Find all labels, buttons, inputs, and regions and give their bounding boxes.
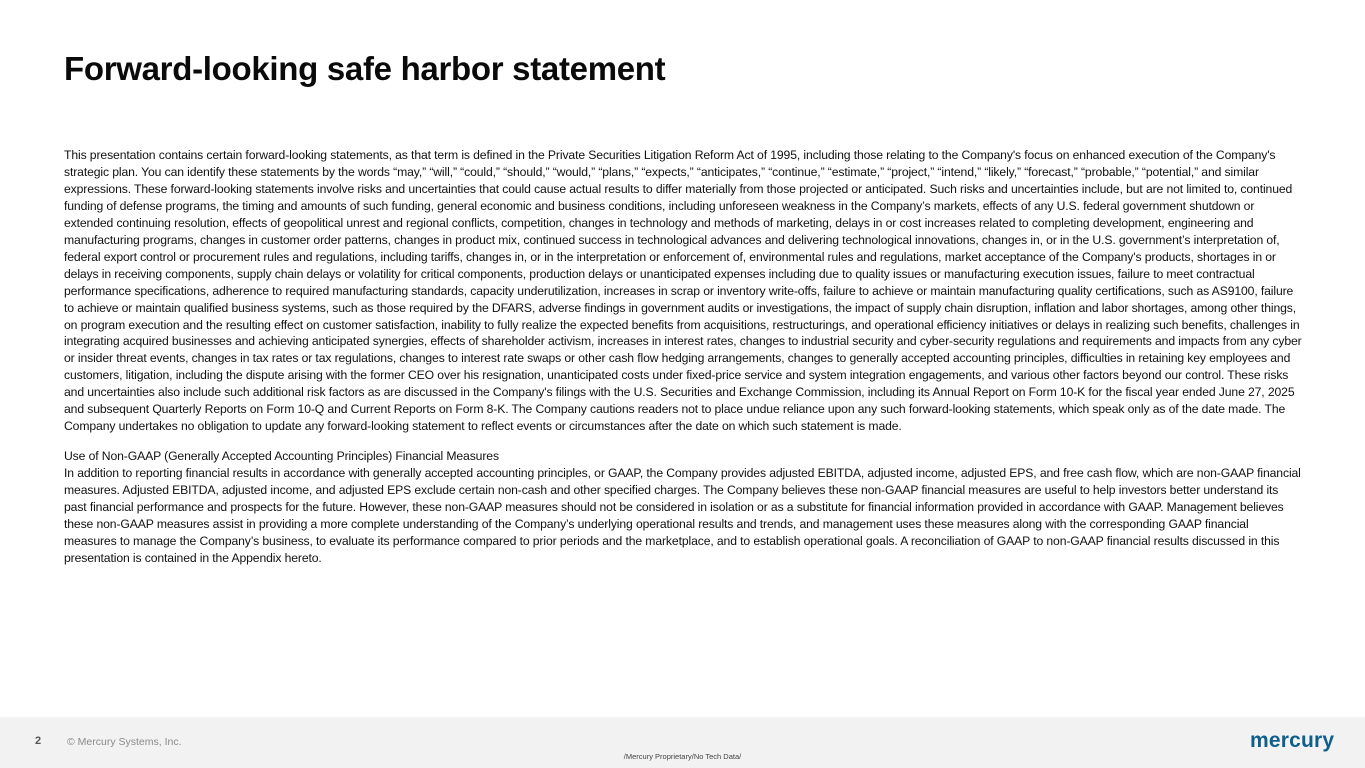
slide-title: Forward-looking safe harbor statement bbox=[64, 50, 666, 87]
classification-marking: /Mercury Proprietary/No Tech Data/ bbox=[623, 752, 742, 761]
slide-body bbox=[64, 147, 1304, 567]
slide-footer bbox=[0, 717, 1365, 768]
mercury-logo-text: mercury bbox=[1250, 729, 1335, 752]
safe-harbor-paragraph: This presentation contains certain forward-looking statements, as that term is defined in the Private Securities Litigation Reform Act of 1995, including those relating to the Company's focus on enhanced execution of the Company's strategic plan. You can identify these statements by the words “may,” “will,” “could,” “should,” “would,” “plans,” “expects,” “anticipates,” “continue,” “estimate,” “project,” “intend,” “likely,” “forecast,” “probable,” “potential,” and similar expressions. These forward-looking statements involve risks and uncertainties that could cause actual results to differ materially from those projected or anticipated. Such risks and uncertainties include, but are not limited to, continued funding of defense programs, the timing and amounts of such funding, general economic and business conditions, including unforeseen weakness in the Company’s markets, effects of any U.S. federal government shutdown or extended continuing resolution, effects of geopolitical unrest and regional conflicts, competition, changes in technology and methods of marketing, delays in or cost increases related to completing development, engineering and manufacturing programs, changes in customer order patterns, changes in product mix, continued success in technological advances and delivering technological innovations, changes in, or in the U.S. government’s interpretation of, federal export control or procurement rules and regulations, including tariffs, changes in, or in the interpretation or enforcement of, environmental rules and regulations, market acceptance of the Company's products, shortages in or delays in receiving components, supply chain delays or volatility for critical components, production delays or unanticipated expenses including due to quality issues or manufacturing execution issues, failure to meet contractual performance specifications, adherence to required manufacturing standards, capacity underutilization, increases in scrap or inventory write-offs, failure to achieve or maintain manufacturing quality certifications, such as AS9100, failure to achieve or maintain qualified business systems, such as those required by the DFARS, adverse findings in government audits or investigations, the impact of supply chain disruption, inflation and labor shortages, among other things, on program execution and the resulting effect on customer satisfaction, inability to fully realize the expected benefits from acquisitions, restructurings, and operational efficiency initiatives or delays in realizing such benefits, challenges in integrating acquired businesses and achieving anticipated synergies, effects of shareholder activism, increases in interest rates, changes to industrial security and cyber-security regulations and requirements and impacts from any cyber or insider threat events, changes in tax rates or tax regulations, changes to interest rate swaps or other cash flow hedging arrangements, changes to generally accepted accounting principles, difficulties in retaining key employees and customers, litigation, including the dispute arising with the former CEO over his resignation, unanticipated costs under fixed-price service and system integration engagements, and various other factors beyond our control. These risks and uncertainties also include such additional risk factors as are discussed in the Company's filings with the U.S. Securities and Exchange Commission, including its Annual Report on Form 10-K for the fiscal year ended June 27, 2025 and subsequent Quarterly Reports on Form 10-Q and Current Reports on Form 8-K. The Company cautions readers not to place undue reliance upon any such forward-looking statements, which speak only as of the date made. The Company undertakes no obligation to update any forward-looking statement to reflect events or circumstances after the date on which such statement is made. bbox=[64, 148, 1302, 434]
paragraph-spacer bbox=[64, 435, 1304, 448]
non-gaap-subheading: Use of Non-GAAP (Generally Accepted Accounting Principles) Financial Measures bbox=[64, 449, 499, 464]
page-number: 2 bbox=[35, 735, 42, 747]
non-gaap-paragraph: In addition to reporting financial results in accordance with generally accepted accounting principles, or GAAP, the Company provides adjusted EBITDA, adjusted income, adjusted EPS, and free cash flow, which are non-GAAP financial measures. Adjusted EBITDA, adjusted income, and adjusted EPS exclude certain non-cash and other specified charges. The Company believes these non-GAAP financial measures are useful to help investors better understand its past financial performance and prospects for the future. However, these non-GAAP measures should not be considered in isolation or as a substitute for financial information provided in accordance with GAAP. Management believes these non-GAAP measures assist in providing a more complete understanding of the Company’s underlying operational results and trends, and management uses these measures along with the corresponding GAAP financial measures to manage the Company’s business, to evaluate its performance compared to prior periods and the marketplace, and to establish operational goals. A reconciliation of GAAP to non-GAAP financial results discussed in this presentation is contained in the Appendix hereto. bbox=[64, 466, 1301, 565]
mercury-logo bbox=[1250, 729, 1334, 753]
copyright-notice: © Mercury Systems, Inc. bbox=[67, 736, 182, 748]
